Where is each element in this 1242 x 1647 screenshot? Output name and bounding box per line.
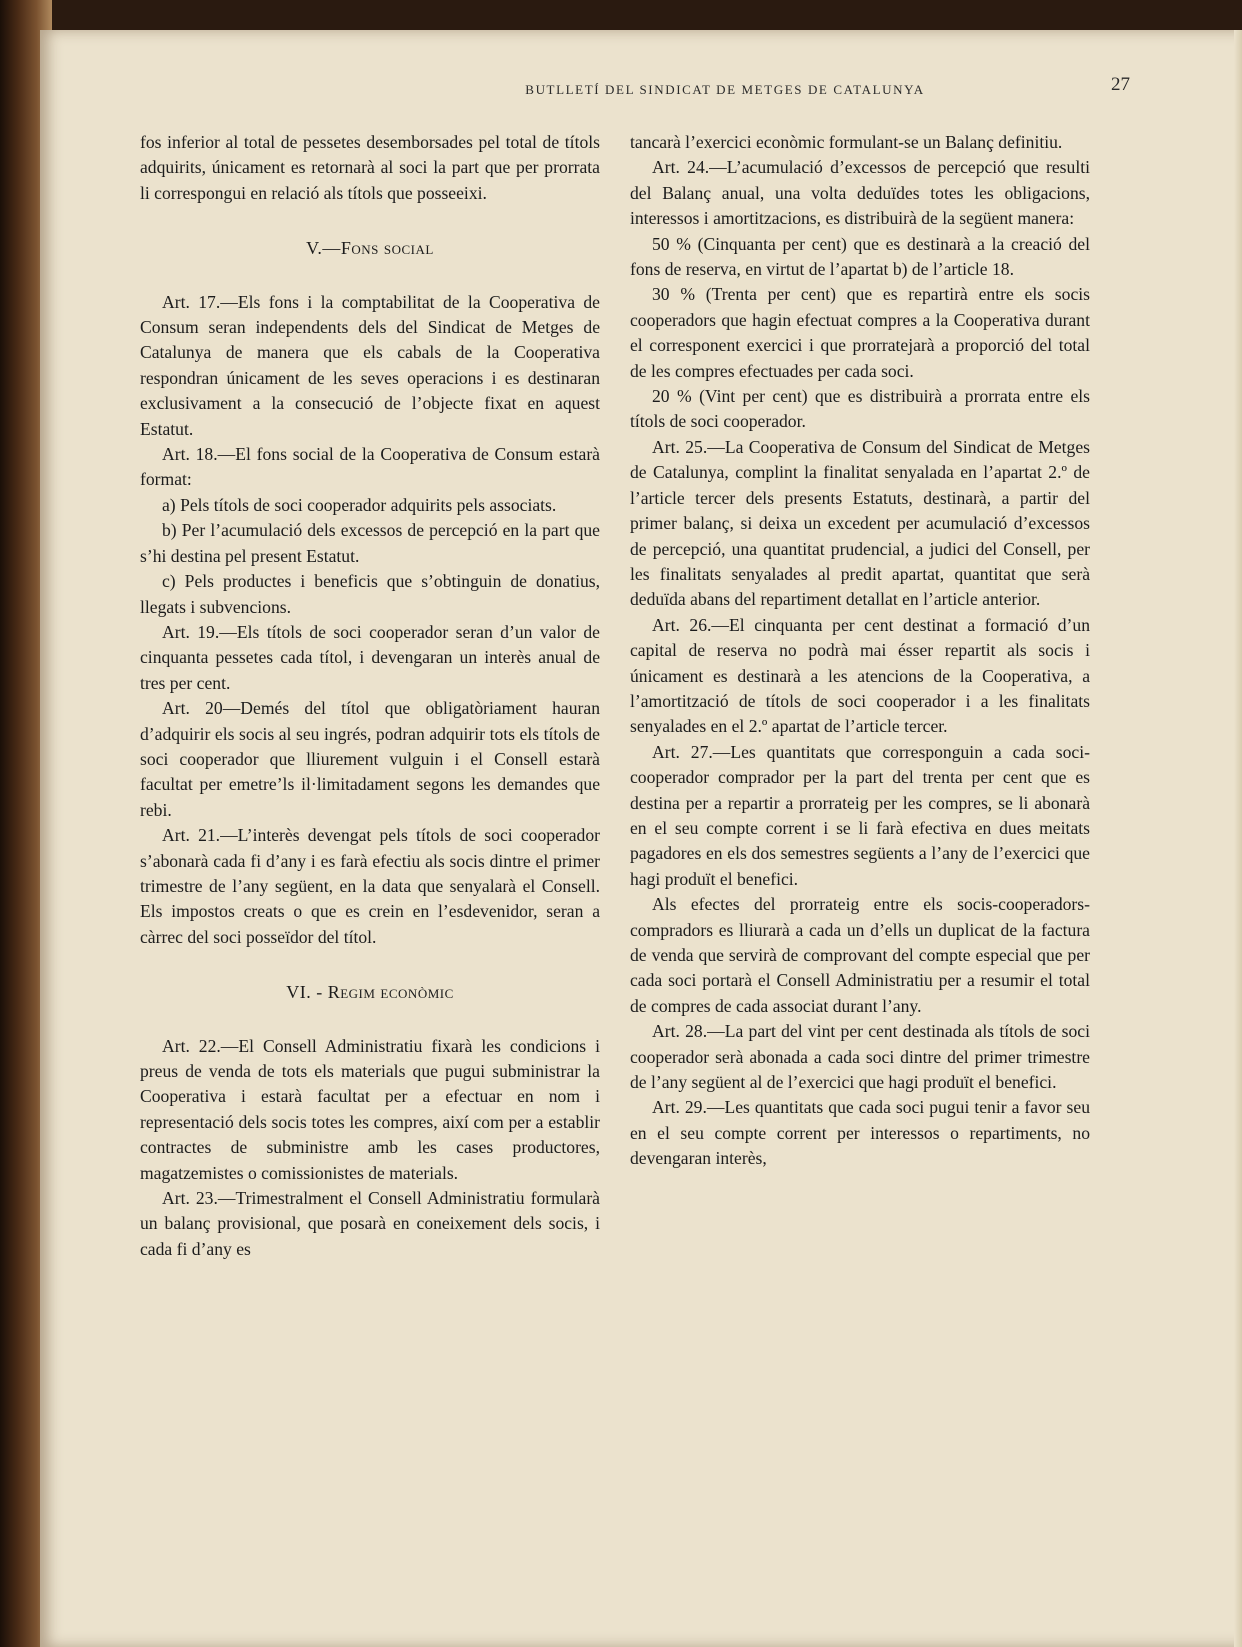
- page: [40, 30, 1242, 1647]
- section-heading-v: V.—Fons social: [306, 238, 434, 259]
- paragraph: Art. 23.—Trimestralment el Consell Administratiu formularà un balanç provisional, que posarà en coneixement dels socis, i cada fi d’any es: [140, 1188, 600, 1259]
- page-number: 27: [1111, 74, 1130, 95]
- paragraph: 50 % (Cinquanta per cent) que es destinarà a la creació del fons de reserva, en virtut de l’apartat b) de l’article 18.: [630, 233, 1090, 280]
- paragraph: Art. 26.—El cinquanta per cent destinat a formació d’un capital de reserva no podrà mai ésser repartit als socis i únicament es destinarà a les atencions de la Cooperativa, a l’amortització de títols de soci cooperador i a les finalitats senyalades en el 2.º apartat de l’article tercer.: [630, 614, 1090, 737]
- paragraph: Art. 25.—La Cooperativa de Consum del Sindicat de Metges de Catalunya, complint la finalitat senyalada en l’apartat 2.º de l’article tercer dels presents Estatuts, destinarà, a partir del primer balanç, si deixa un excedent per acumulació d’excessos de percepció, una quantitat prudencial, a judici del Consell, per les finalitats senyalades al predit apartat, quantitat que serà deduïda abans del repartiment detallat en l’article anterior.: [630, 436, 1090, 610]
- paragraph: 30 % (Trenta per cent) que es repartirà entre els socis cooperadors que hagin efectuat compres a la Cooperativa durant el corresponent exercici i que prorratejarà a proporció del total de les compres efectuades per cada soci.: [630, 284, 1090, 381]
- paragraph: fos inferior al total de pessetes desemborsades pel total de títols adquirits, únicament es retornarà al soci la part que per prorrata li correspongui en relació als títols que posseeixi.: [140, 132, 600, 203]
- page-edge: [1234, 30, 1242, 1647]
- paragraph: c) Pels productes i beneficis que s’obtinguin de donatius, llegats i subvencions.: [140, 571, 600, 617]
- paragraph: Art. 29.—Les quantitats que cada soci pugui tenir a favor seu en el seu compte corrent per interessos o repartiments, no devengaran interès,: [630, 1097, 1090, 1169]
- paragraph: b) Per l’acumulació dels excessos de percepció en la part que s’hi destina pel present Estatut.: [140, 520, 600, 566]
- paragraph: Art. 18.—El fons social de la Cooperativa de Consum estarà format:: [140, 444, 600, 490]
- page-header: [70, 74, 1130, 112]
- right-column: [630, 130, 1090, 1172]
- paragraph: Art. 22.—El Consell Administratiu fixarà les condicions i preus de venda de tots els materials que pugui subministrar la Cooperativa i estarà facultat per a efectuar en nom i representació dels socis totes les compres, així com per a establir contractes de subministre amb les cases productores, magatzemistes o comissionistes de materials.: [140, 1035, 600, 1183]
- paragraph: Art. 24.—L’acumulació d’excessos de percepció que resulti del Balanç anual, una volta deduïdes totes les obligacions, interessos i amortitzacions, es distribuirà de la següent manera:: [630, 157, 1090, 229]
- paragraph: Art. 20—Demés del títol que obligatòriament hauran d’adquirir els socis al seu ingrés, podran adquirir tots els títols de soci cooperador que lliurement vulguin i el Consell estarà facultat per emetre’ls il·limitadament segons les demandes que rebi.: [140, 698, 600, 820]
- paragraph: Art. 27.—Les quantitats que corresponguin a cada soci-cooperador comprador per la part del trenta per cent que es destina per a repartir a prorrateig per les compres, se li abonarà en el seu compte corrent i se li farà efectiva en dues meitats pagadores en els dos semestres següents a l’any de l’exercici que hagi produït el benefici.: [630, 741, 1090, 889]
- section-heading-vi: VI. - Regim econòmic: [286, 982, 454, 1003]
- running-head: BUTLLETÍ DEL SINDICAT DE METGES DE CATALUNYA: [525, 82, 925, 97]
- paragraph: 20 % (Vint per cent) que es distribuirà a prorrata entre els títols de soci cooperador.: [630, 386, 1090, 432]
- paragraph: Art. 28.—La part del vint per cent destinada als títols de soci cooperador serà abonada a cada soci dintre del primer trimestre de l’any següent al de l’exercici que hagi produït el benefici.: [630, 1021, 1090, 1093]
- paragraph: Art. 19.—Els títols de soci cooperador seran d’un valor de cinquanta pessetes cada títol, i devengaran un interès anual de tres per cent.: [140, 621, 600, 693]
- paragraph: a) Pels títols de soci cooperador adquirits pels associats.: [162, 494, 557, 515]
- paragraph: Als efectes del prorrateig entre els socis-cooperadors-compradors es lliurarà a cada un d’ells un duplicat de la factura de venda que servirà de comprovant del compte especial que per cada soci portarà el Consell Administratiu per a resumir el total de compres de cada associat durant l’any.: [630, 894, 1090, 1016]
- paragraph: Art. 21.—L’interès devengat pels títols de soci cooperador s’abonarà cada fi d’any i es farà efectiu als socis dintre el primer trimestre de l’any següent, en la data que senyalarà el Consell. Els impostos creats o que es crein en l’esdevenidor, seran a càrrec del soci posseïdor del títol.: [140, 825, 600, 947]
- paragraph: tancarà l’exercici econòmic formulant-se un Balanç definitiu.: [630, 132, 1063, 152]
- paragraph: Art. 17.—Els fons i la comptabilitat de la Cooperativa de Consum seran independents dels del Sindicat de Metges de Catalunya de manera que els cabals de la Cooperativa respondran únicament de les seves operacions i es destinaran exclusivament a la consecució de l’objecte fixat en aquest Estatut.: [140, 291, 600, 439]
- left-column: [140, 130, 600, 1262]
